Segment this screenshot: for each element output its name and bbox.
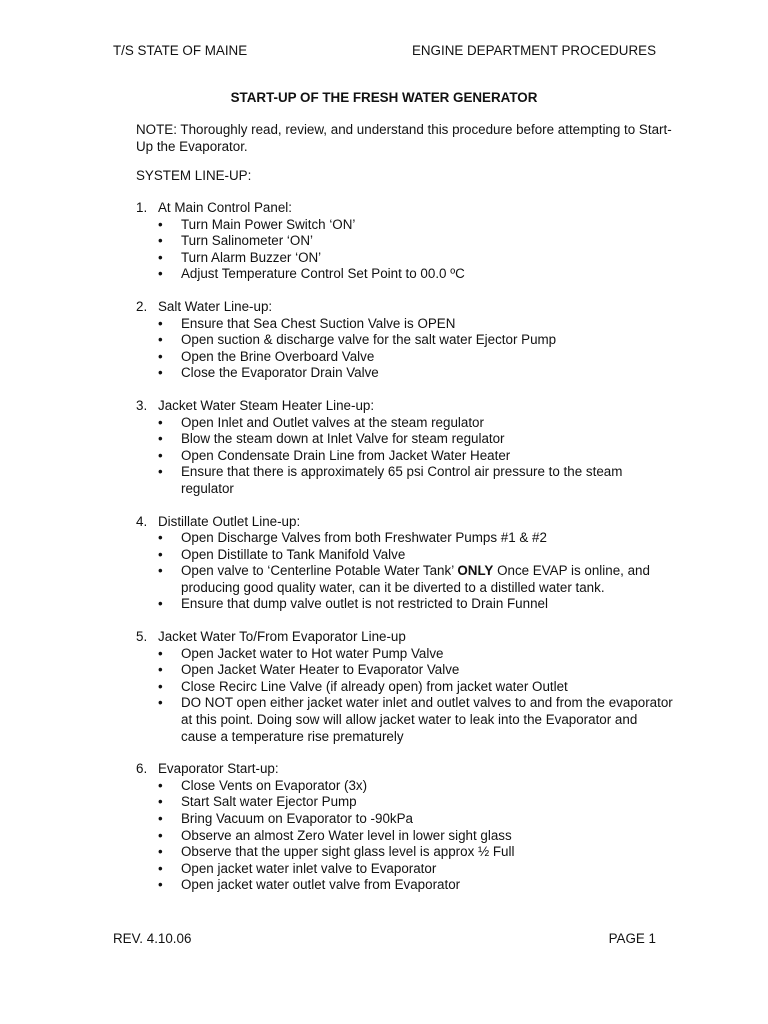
section-heading (136, 514, 676, 531)
list-item-text: DO NOT open either jacket water inlet and outlet valves to and from the evaporator at this point. Doing sow will allow jacket water to leak into the Evaporator and cause a temperature rise prematurely (181, 695, 673, 744)
list-item (158, 861, 676, 878)
list-item-text (181, 563, 676, 596)
bullet-icon: • (158, 414, 163, 430)
text-run: Once EVAP is online, and producing good quality water, can it be diverted to a distilled water tank. (181, 563, 650, 595)
procedure-section (136, 299, 676, 382)
section-number: 3. (136, 397, 148, 413)
section-title: Jacket Water To/From Evaporator Line-up (158, 629, 406, 645)
bullet-icon: • (158, 794, 163, 810)
list-item (158, 464, 676, 497)
section-title: Jacket Water Steam Heater Line-up: (158, 397, 375, 413)
section-heading (136, 398, 676, 415)
list-item (158, 233, 676, 250)
section-title: Distillate Outlet Line-up: (158, 513, 301, 529)
list-item (158, 530, 676, 547)
list-item (158, 844, 676, 861)
step-list (136, 646, 676, 746)
list-item (158, 695, 676, 745)
list-item-text: Open Discharge Valves from both Freshwater Pumps #1 & #2 (181, 530, 547, 546)
step-list (136, 530, 676, 613)
bullet-icon: • (158, 695, 163, 711)
bullet-icon: • (158, 777, 163, 793)
procedure-section (136, 629, 676, 745)
section-heading (136, 761, 676, 778)
section-heading (136, 200, 676, 217)
section-title: Evaporator Start-up: (158, 761, 279, 777)
header-right: ENGINE DEPARTMENT PROCEDURES (411, 43, 656, 58)
bullet-icon: • (158, 365, 163, 381)
section-number: 1. (136, 200, 148, 215)
list-item-text: Turn Salinometer ‘ON’ (181, 233, 313, 249)
bullet-icon: • (158, 216, 163, 232)
list-item-text: Turn Main Power Switch ‘ON’ (181, 216, 356, 232)
list-item-text: Open Condensate Drain Line from Jacket Water Heater (181, 447, 511, 463)
list-item-text: Open the Brine Overboard Valve (181, 348, 375, 364)
list-item-text: Adjust Temperature Control Set Point to 00.0 ºC (181, 266, 465, 282)
procedure-section (136, 398, 676, 498)
list-item-text: Ensure that dump valve outlet is not restricted to Drain Funnel (181, 596, 548, 612)
list-item (158, 596, 676, 613)
list-item-text: Open Jacket Water Heater to Evaporator Valve (181, 662, 460, 678)
bullet-icon: • (158, 249, 163, 265)
page-number: PAGE 1 (608, 931, 656, 946)
bullet-icon: • (158, 662, 163, 678)
step-list (136, 316, 676, 382)
list-item (158, 828, 676, 845)
list-item (158, 431, 676, 448)
list-item (158, 316, 676, 333)
list-item (158, 811, 676, 828)
bullet-icon: • (158, 563, 163, 579)
list-item-text: Observe that the upper sight glass level is approx ½ Full (181, 844, 515, 860)
bullet-icon: • (158, 530, 163, 546)
bullet-icon: • (158, 678, 163, 694)
bullet-icon: • (158, 332, 163, 348)
list-item-text: Open Distillate to Tank Manifold Valve (181, 546, 406, 562)
document-title: START-UP OF THE FRESH WATER GENERATOR (230, 90, 538, 105)
list-item-text: Open Inlet and Outlet valves at the steam regulator (181, 414, 484, 430)
list-item-text: Open jacket water inlet valve to Evaporator (181, 860, 437, 876)
list-item-text: Open suction & discharge valve for the salt water Ejector Pump (181, 332, 557, 348)
list-item-text: Turn Alarm Buzzer ‘ON’ (181, 249, 322, 265)
list-item-text: Open jacket water outlet valve from Evaporator (181, 877, 461, 893)
system-lineup-heading: SYSTEM LINE-UP: (136, 168, 252, 183)
step-list (136, 217, 676, 283)
list-item (158, 415, 676, 432)
bullet-icon: • (158, 464, 163, 480)
section-title: Salt Water Line-up: (158, 298, 273, 314)
list-item-text: Ensure that there is approximately 65 psi Control air pressure to the steam regulator (181, 464, 623, 496)
bullet-icon: • (158, 827, 163, 843)
list-item (158, 778, 676, 795)
list-item-text: Ensure that Sea Chest Suction Valve is OPEN (181, 315, 456, 331)
list-item (158, 349, 676, 366)
bullet-icon: • (158, 348, 163, 364)
bullet-icon: • (158, 877, 163, 893)
list-item-text: Start Salt water Ejector Pump (181, 794, 357, 810)
procedure-section (136, 761, 676, 894)
list-item-text: Blow the steam down at Inlet Valve for steam regulator (181, 431, 505, 447)
list-item-text: Open Jacket water to Hot water Pump Valve (181, 645, 444, 661)
section-number: 5. (136, 629, 148, 645)
list-item (158, 679, 676, 696)
list-item (158, 646, 676, 663)
list-item (158, 448, 676, 465)
bullet-icon: • (158, 447, 163, 463)
list-item-text: Close Recirc Line Valve (if already open) from jacket water Outlet (181, 678, 568, 694)
list-item (158, 266, 676, 283)
list-item-text: Close Vents on Evaporator (3x) (181, 777, 368, 793)
list-item-text: Bring Vacuum on Evaporator to -90kPa (181, 811, 413, 826)
list-item (158, 365, 676, 382)
step-list (136, 778, 676, 894)
section-heading (136, 299, 676, 316)
section-number: 2. (136, 298, 148, 314)
bullet-icon: • (158, 645, 163, 661)
list-item (158, 662, 676, 679)
text-run: Open valve to ‘Centerline Potable Water Tank’ (181, 563, 458, 579)
list-item-text: Observe an almost Zero Water level in lower sight glass (181, 827, 512, 843)
bullet-icon: • (158, 844, 163, 860)
list-item (158, 250, 676, 267)
bullet-icon: • (158, 266, 163, 282)
bullet-icon: • (158, 546, 163, 562)
section-title: At Main Control Panel: (158, 200, 292, 215)
procedure-sections (136, 200, 676, 910)
bullet-icon: • (158, 860, 163, 876)
bullet-icon: • (158, 233, 163, 249)
list-item (158, 547, 676, 564)
procedure-section (136, 514, 676, 614)
page-footer (113, 931, 656, 946)
section-number: 6. (136, 761, 148, 777)
list-item (158, 877, 676, 894)
procedure-section (136, 200, 676, 283)
page-header (113, 43, 656, 58)
bullet-icon: • (158, 431, 163, 447)
list-item-text: Close the Evaporator Drain Valve (181, 365, 379, 381)
section-heading (136, 629, 676, 646)
note-paragraph: NOTE: Thoroughly read, review, and understand this procedure before attempting to Start-Up the Evaporator. (136, 122, 672, 154)
step-list (136, 415, 676, 498)
bullet-icon: • (158, 596, 163, 612)
bullet-icon: • (158, 811, 163, 826)
emphasis-only: ONLY (457, 563, 494, 579)
list-item (158, 217, 676, 234)
section-number: 4. (136, 513, 148, 529)
revision-label: REV. 4.10.06 (113, 931, 192, 946)
bullet-icon: • (158, 315, 163, 331)
header-left: T/S STATE OF MAINE (113, 43, 248, 58)
list-item (158, 563, 676, 596)
list-item (158, 794, 676, 811)
list-item (158, 332, 676, 349)
